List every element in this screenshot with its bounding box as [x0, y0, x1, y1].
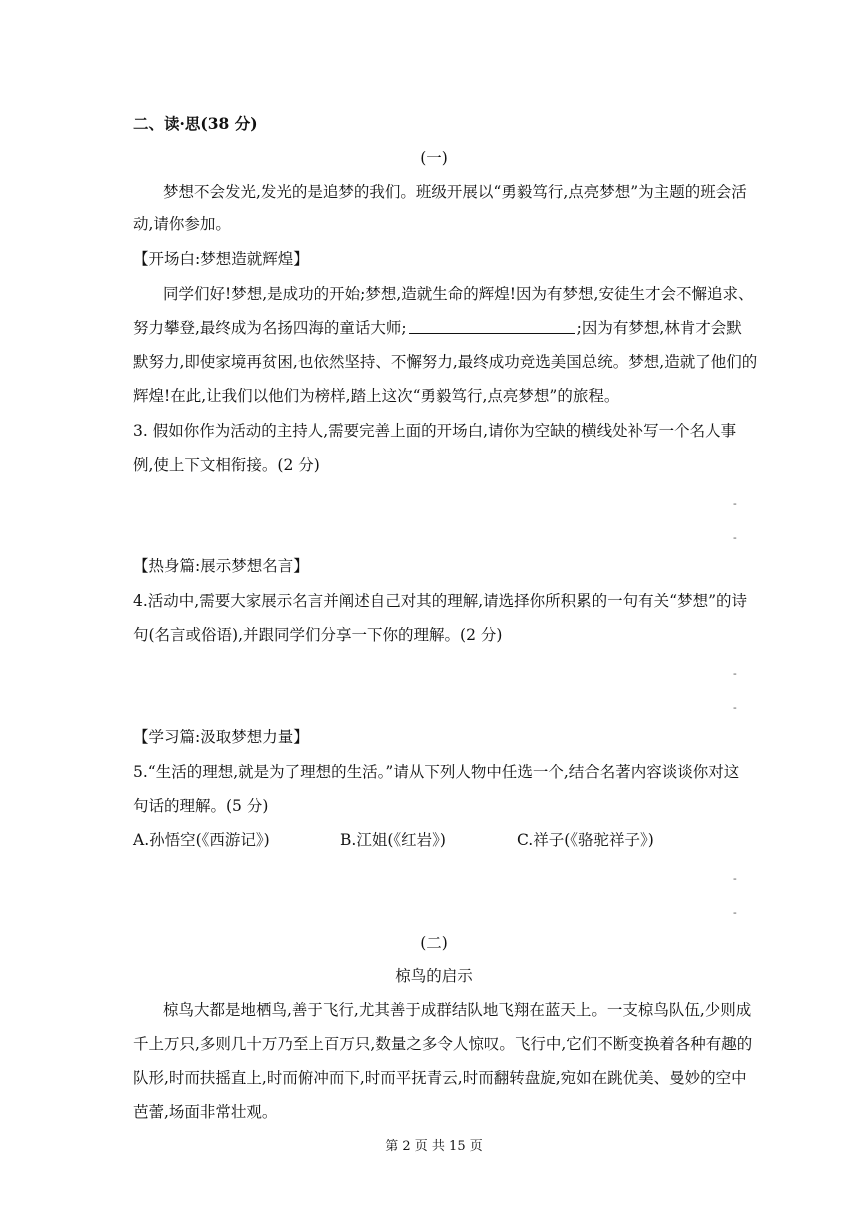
page-number: 第 2 页 共 15 页 [385, 1139, 483, 1154]
passage-line: 千上万只,多则几十万乃至上百万只,数量之多令人惊叹。飞行中,它们不断变换着各种有趣的 [133, 1035, 753, 1053]
option-b[interactable]: B.江姐(《红岩》) [340, 831, 446, 849]
intro-line: 梦想不会发光,发光的是追梦的我们。班级开展以“勇毅笃行,点亮梦想”为主题的班会活 [163, 183, 747, 201]
answer-line-mark[interactable]: - [733, 531, 737, 544]
opening-line: 同学们好!梦想,是成功的开始;梦想,造就生命的辉煌!因为有梦想,安徒生才会不懈追求、 [163, 285, 754, 303]
question-3: 3. 假如你作为活动的主持人,需要完善上面的开场白,请你为空缺的横线处补写一个名人事 [133, 422, 737, 440]
part1-label: (一) [420, 149, 448, 167]
passage-line: 队形,时而扶摇直上,时而俯冲而下,时而平抚青云,时而翻转盘旋,宛如在跳优美、曼妙的空中 [133, 1069, 747, 1087]
passage-title: 椋鸟的启示 [395, 967, 473, 985]
intro-line: 动,请你参加。 [133, 215, 231, 233]
warmup-header: 【热身篇:展示梦想名言】 [133, 557, 309, 575]
question-4: 4.活动中,需要大家展示名言并阐述自己对其的理解,请选择你所积累的一句有关“梦想”的诗 [133, 592, 747, 610]
answer-line-mark[interactable]: - [733, 906, 737, 919]
opening-line-part: 努力攀登,最终成为名扬四海的童话大师; [133, 319, 407, 337]
opening-line [133, 318, 742, 338]
answer-line-mark[interactable]: - [733, 667, 737, 680]
passage-line: 椋鸟大都是地栖鸟,善于飞行,尤其善于成群结队地飞翔在蓝天上。一支椋鸟队伍,少则成 [163, 1001, 752, 1019]
part2-label: (二) [420, 934, 448, 952]
option-a[interactable]: A.孙悟空(《西游记》) [133, 831, 270, 849]
section-title: 二、读·思(38 分) [133, 114, 258, 133]
fill-blank[interactable] [409, 318, 575, 334]
answer-line-mark[interactable]: - [733, 701, 737, 714]
question-4: 句(名言或俗语),并跟同学们分享一下你的理解。(2 分) [133, 626, 503, 644]
question-5: 5.“生活的理想,就是为了理想的生活。”请从下列人物中任选一个,结合名著内容谈谈你对这 [133, 763, 740, 781]
answer-line-mark[interactable]: - [733, 497, 737, 510]
passage-line: 芭蕾,场面非常壮观。 [133, 1103, 278, 1121]
opening-line-part: ;因为有梦想,林肯才会默 [576, 319, 742, 337]
option-c[interactable]: C.祥子(《骆驼祥子》) [517, 831, 654, 849]
opening-line: 辉煌!在此,让我们以他们为榜样,踏上这次“勇毅笃行,点亮梦想”的旅程。 [133, 387, 620, 405]
opening-line: 默努力,即使家境再贫困,也依然坚持、不懈努力,最终成功竞选美国总统。梦想,造就了他们的 [133, 353, 758, 371]
question-5: 句话的理解。(5 分) [133, 797, 269, 815]
opening-header: 【开场白:梦想造就辉煌】 [133, 250, 309, 268]
answer-line-mark[interactable]: - [733, 872, 737, 885]
question-3: 例,使上下文相衔接。(2 分) [133, 456, 320, 474]
study-header: 【学习篇:汲取梦想力量】 [133, 728, 309, 746]
